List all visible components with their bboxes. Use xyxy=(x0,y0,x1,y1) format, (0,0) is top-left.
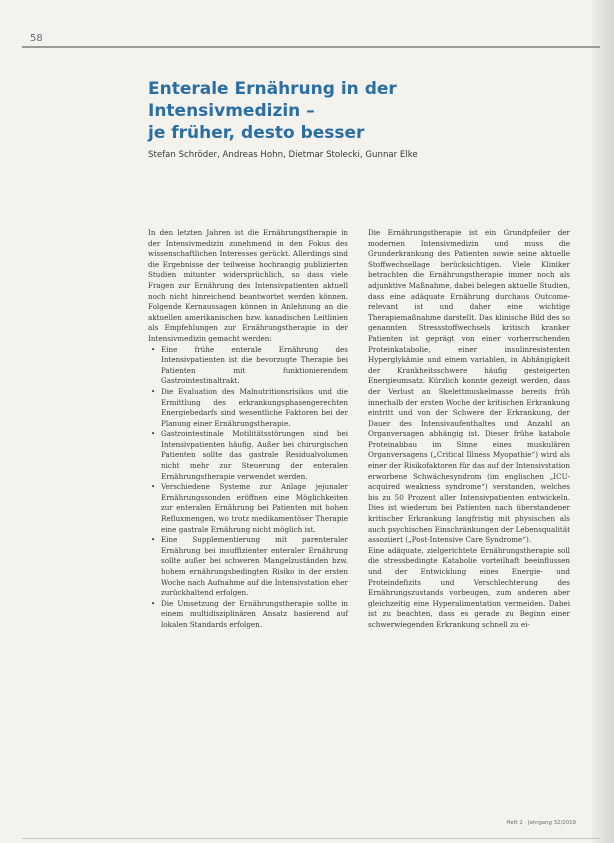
list-item xyxy=(151,598,348,631)
page-number: 58 xyxy=(30,33,43,44)
right-column xyxy=(368,228,570,631)
bullet-icon: • xyxy=(151,386,156,396)
list-item xyxy=(151,482,348,535)
article-title-line-1: Enterale Ernährung in der Intensivmedizin – xyxy=(148,79,397,121)
body-paragraph-2: Eine adäquate, zielgerichtete Ernährungstherapie soll die stressbedingte Katabolie vorteilhaft beeinflussen und der Entwicklung eines Energie- und Proteindefizits und Verschlechterung des Ernährungszustands vorbeugen, zum anderen aber gleichzeitig eine Hyperalimentation vermeiden. Dabei ist zu beachten, dass es gerade zu Beginn einer schwerwiegenden Erkrankung schnell zu ei- xyxy=(368,545,570,629)
list-item-text: Eine frühe enterale Ernährung des Intensivpatienten ist die bevorzugte Therapie bei Patienten mit funktionierendem Gastrointestinaltrakt. xyxy=(161,344,348,386)
bullet-icon: • xyxy=(151,535,156,545)
list-item-text: Die Evaluation des Malnutritionsrisikos und die Ermittlung des erkrankungsphasengerechten Energiebedarfs sind wesentliche Faktoren bei der Planung einer Ernährungstherapie. xyxy=(161,386,348,428)
article-title xyxy=(148,78,548,144)
list-item xyxy=(151,344,348,387)
intro-paragraph: In den letzten Jahren ist die Ernährungstherapie in der Intensivmedizin zunehmend in den Fokus des wissenschaftlichen Interesses gerückt. Allerdings sind die Ergebnisse der teilweise hochrangig publizierten Studien mitunter widersprüchlich, so dass viele Fragen zur Ernährung des Intensivpatienten aktuell noch nicht hinreichend beantwortet werden können. Folgende Kernaussagen können in Anlehnung an die aktuellen amerikanischen bzw. kanadischen Leitlinien als Empfehlungen zur Ernährungstherapie in der Intensivmedizin gemacht werden: xyxy=(148,228,348,343)
bullet-icon: • xyxy=(151,482,156,492)
article-authors: Stefan Schröder, Andreas Hohn, Dietmar Stolecki, Gunnar Elke xyxy=(148,150,418,160)
footer-rule xyxy=(22,838,600,839)
list-item-text: Die Umsetzung der Ernährungstherapie sollte in einem multidisziplinären Ansatz basierend auf lokalen Standards erfolgen. xyxy=(161,598,348,629)
list-item xyxy=(151,429,348,482)
list-item-text: Gastrointestinale Motilitätsstörungen sind bei Intensivpatienten häufig. Außer bei chirurgischen Patienten sollte das gastrale Residualvolumen nicht mehr zur Steuerung der enteralen Ernährungstherapie verwendet werden. xyxy=(161,429,348,481)
recommendation-list xyxy=(148,345,348,631)
header-rule xyxy=(22,46,600,48)
bullet-icon: • xyxy=(151,429,156,439)
scan-edge xyxy=(592,0,614,843)
left-column xyxy=(148,228,348,631)
bullet-icon: • xyxy=(151,344,156,354)
bullet-icon: • xyxy=(151,598,156,608)
list-item xyxy=(151,535,348,599)
list-item-text: Eine Supplementierung mit parenteraler Ernährung bei insuffizienter enteraler Ernährung sollte außer bei schweren Mangelzuständen bzw. hohem ernährungsbedingten Risiko in der ersten Woche nach Aufnahme auf die Intensivstation eher zurückhaltend erfolgen. xyxy=(161,535,348,598)
article-title-line-2: je früher, desto besser xyxy=(148,123,365,143)
list-item-text: Verschiedene Systeme zur Anlage jejunaler Ernährungssonden eröffnen eine Möglichkeiten zur enteralen Ernährung bei Patienten mit hohen Refluxmengen, wo trotz medikamentöser Therapie eine gastrale Ernährung nicht möglich ist. xyxy=(161,482,348,534)
page-footer: Heft 2 · Jahrgang 32/2019 xyxy=(506,820,576,826)
body-paragraph-1: Die Ernährungstherapie ist ein Grundpfeiler der modernen Intensivmedizin und muss die Grunderkrankung des Patienten sowie seine aktuelle Stoffwechsellage berücksichtigen. Viele Kliniker betrachten die Ernährungstherapie immer noch als adjunktive Maßnahme, dabei belegen aktuelle Studien, dass eine adäquate Ernährung durchaus Outcome-relevant ist und daher eine wichtige Therapiemaßnahme darstellt. Das klinische Bild des so genannten Stressstoffwechsels kritisch kranker Patienten ist geprägt von einer vorherrschenden Proteinkatabolie, einer insulinresistenten Hyperglykämie und einem variablen, in Abhängigkeit der Krankheitsschwere häufig gesteigerten Energieumsatz. Kürzlich konnte gezeigt werden, dass der Verlust an Skelettmuskelmasse bereits früh innerhalb der ersten Woche der kritischen Erkrankung eintritt und von der Schwere der Erkrankung, der Dauer des Intensivaufenthaltes und Anzahl an Organversagen abhängig ist. Dieser frühe katabole Proteinabbau im Sinne eines muskulären Organversagens („Critical Illness Myopathie“) wird als einer der Risikofaktoren für das auf der Intensivstation erworbene Schwächesyndrom (im englischen „ICU-acquired weakness syndrome“) verstanden, welches bis zu 50 Prozent aller Intensivpatienten entwickeln. Dies ist wiederum bei Patienten nach überstandener kritischer Erkrankung langfristig mit physischen als auch psychischen Einschränkungen der Lebensqualität assoziiert („Post-Intensive Care Syndrome“). xyxy=(368,228,570,545)
list-item xyxy=(151,386,348,429)
